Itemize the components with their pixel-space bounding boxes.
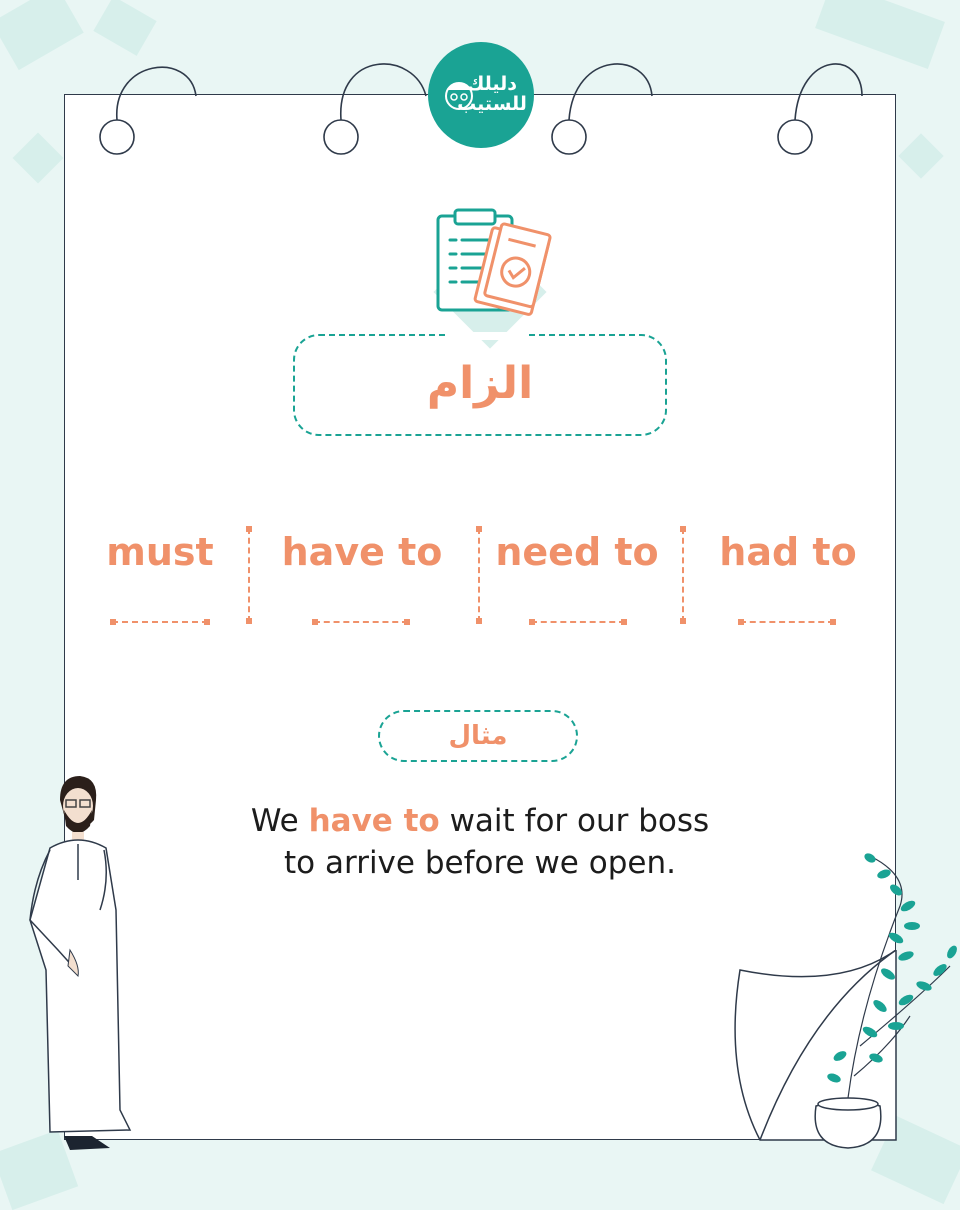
- background-shape: [13, 133, 64, 184]
- face-icon: [442, 76, 476, 114]
- example-sentence: [180, 800, 780, 884]
- word-had-to: had to: [719, 530, 857, 574]
- title-frame: [293, 334, 667, 436]
- word-underline: [531, 621, 625, 623]
- background-shape: [93, 0, 156, 56]
- sentence-highlight: have to: [308, 803, 440, 839]
- background-shape: [0, 0, 84, 70]
- word-separator: [478, 528, 480, 622]
- logo-text-line2: للستيب: [457, 93, 527, 115]
- word-underline: [314, 621, 408, 623]
- background-shape: [898, 133, 943, 178]
- word-must: must: [106, 530, 214, 574]
- sentence-start: We: [250, 803, 309, 839]
- word-separator: [248, 528, 250, 622]
- word-have-to: have to: [281, 530, 443, 574]
- word-separator: [682, 528, 684, 622]
- example-label: مثال: [378, 710, 578, 762]
- sentence-end: wait for our boss: [439, 803, 710, 839]
- brand-logo: [428, 42, 534, 148]
- word-need-to: need to: [495, 530, 659, 574]
- clipboard-icon: [420, 200, 560, 350]
- word-underline: [740, 621, 834, 623]
- man-in-thobe-illustration: [20, 770, 140, 1160]
- logo-text-line1: دليلك: [466, 73, 518, 96]
- background-shape: [815, 0, 945, 69]
- page-title: الزام: [426, 357, 534, 409]
- potted-plant-illustration: [800, 846, 960, 1156]
- word-underline: [112, 621, 208, 623]
- sentence-line2: to arrive before we open.: [284, 845, 676, 881]
